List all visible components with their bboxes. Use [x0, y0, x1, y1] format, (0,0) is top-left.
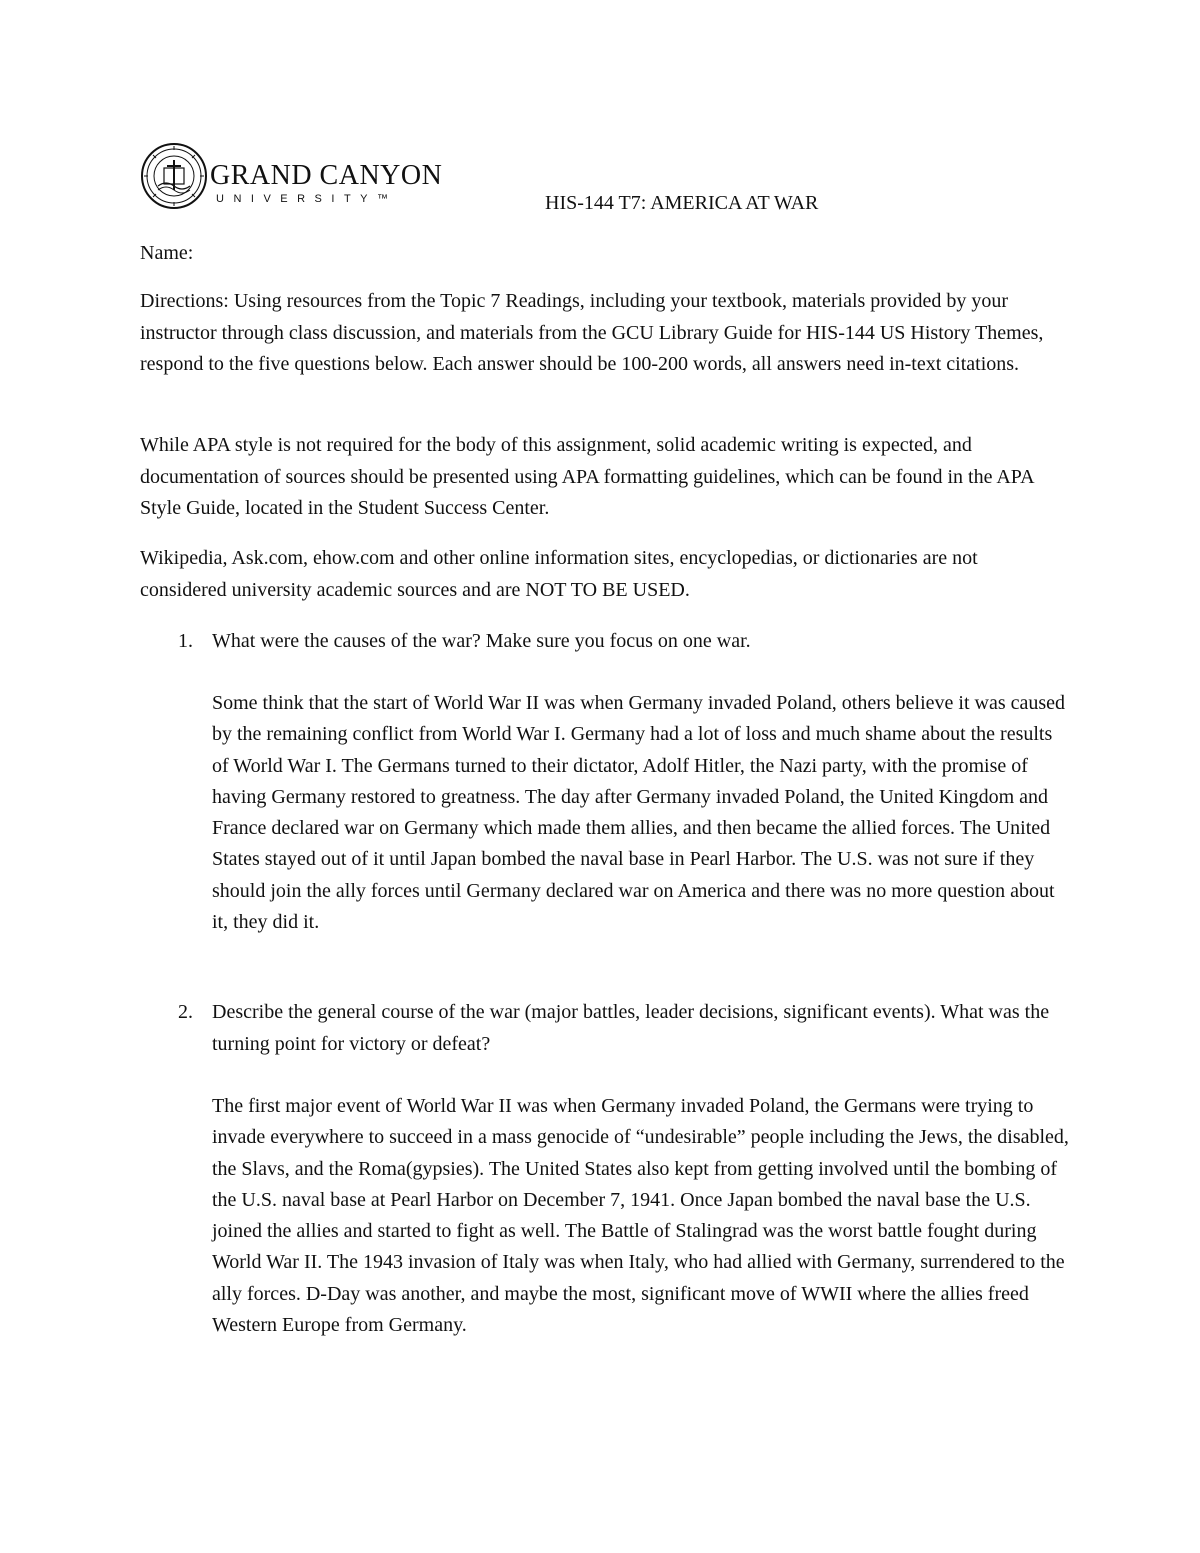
- question-item: [140, 626, 1070, 976]
- answer-text: Some think that the start of World War II was when Germany invaded Poland, others believe it was caused by the remaining conflict from World War I. Germany had a lot of loss and much shame about the results of World War I. The Germans turned to their dictator, Adolf Hitler, the Nazi party, with the promise of having Germany restored to greatness. The day after Germany invaded Poland, the United Kingdom and France declared war on Germany which made them allies, and then became the allied forces. The United States stayed out of it until Japan bombed the naval base in Pearl Harbor. The U.S. was not sure if they should join the ally forces until Germany declared war on America and there was no more question about it, they did it.: [212, 692, 1066, 934]
- answer-text: The first major event of World War II was when Germany invaded Poland, the Germans were trying to invade everywhere to succeed in a mass genocide of “undesirable” people including the Jews, the disabled, the Slavs, and the Roma(gypsies). The United States also kept from getting involved until the bombing of the U.S. naval base at Pearl Harbor on December 7, 1941. Once Japan bombed the naval base the U.S. joined the allies and started to fight as well. The Battle of Stalingrad was the worst battle fought during World War II. The 1943 invasion of Italy was when Italy, who had allied with Germany, surrendered to the ally forces. D-Day was another, and maybe the most, significant move of WWII where the allies freed Western Europe from Germany.: [212, 1095, 1069, 1337]
- logo-wordmark: GRAND CANYON: [210, 160, 443, 191]
- university-logo: [140, 140, 450, 212]
- apa-paragraph: While APA style is not required for the body of this assignment, solid academic writing is expected, and documentation of sources should be presented using APA formatting guidelines, which can be found in the APA Style Guide, located in the Student Success Center.: [140, 434, 1034, 519]
- university-seal-icon: [140, 140, 208, 212]
- logo-subtitle: UNIVERSITY™: [216, 193, 398, 205]
- question-text: Describe the general course of the war (major battles, leader decisions, significant events). What was the turning point for victory or defeat?: [212, 1001, 1050, 1055]
- directions-paragraph: Directions: Using resources from the Topic 7 Readings, including your textbook, materials provided by your instructor through class discussion, and materials from the GCU Library Guide for HIS-144 US History Themes, respond to the five questions below. Each answer should be 100-200 words, all answers need in-text citations.: [140, 290, 1044, 375]
- question-number: 1.: [178, 630, 193, 652]
- name-label: Name:: [140, 242, 194, 264]
- question-number: 2.: [178, 1001, 193, 1023]
- document-title: HIS-144 T7: AMERICA AT WAR: [545, 192, 819, 214]
- question-text: What were the causes of the war? Make sure you focus on one war.: [212, 630, 751, 652]
- sources-paragraph: Wikipedia, Ask.com, ehow.com and other online information sites, encyclopedias, or dictionaries are not considered university academic sources and are NOT TO BE USED.: [140, 547, 978, 601]
- question-item: [140, 997, 1070, 1377]
